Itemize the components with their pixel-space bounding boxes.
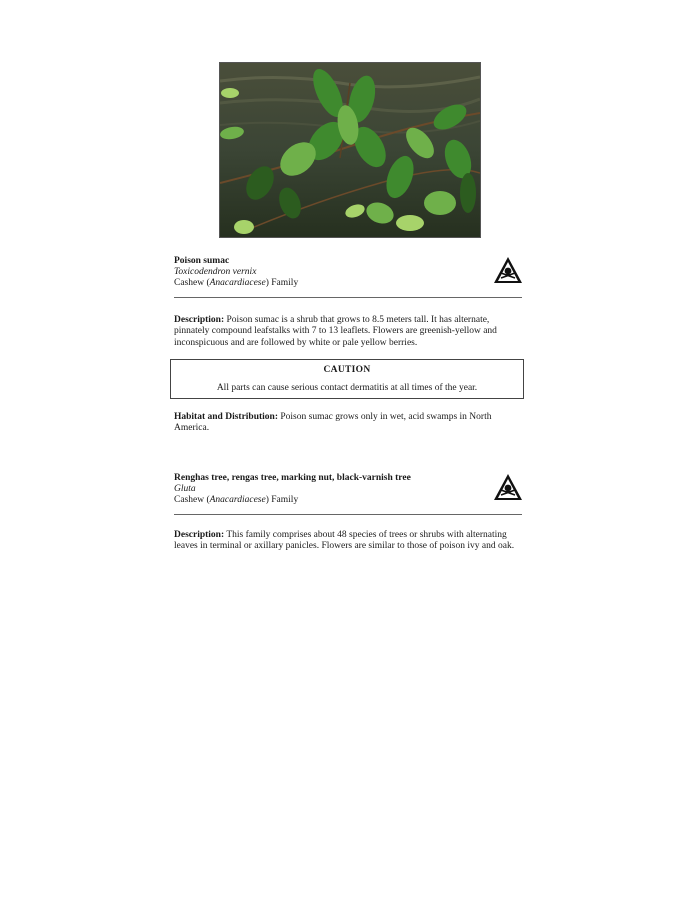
family-italic: Anacardiacese xyxy=(209,278,266,288)
habitat-label: Habitat and Distribution: xyxy=(174,412,278,422)
description-label: Description: xyxy=(174,315,225,325)
divider xyxy=(174,514,522,515)
scientific-name: Gluta xyxy=(174,484,196,494)
plant-title: Renghas tree, rengas tree, marking nut, black-varnish tree xyxy=(174,473,411,483)
description-text: This family comprises about 48 species of trees or shrubs with alternating leaves in terminal or axillary panicles. Flowers are similar to those of poison ivy and oak. xyxy=(174,530,515,552)
entry-header-renghas-tree xyxy=(174,473,522,506)
habitat-text: Poison sumac grows only in wet, acid swamps in North America. xyxy=(174,412,492,434)
poison-sumac-photo xyxy=(219,62,481,238)
poison-warning-icon xyxy=(493,473,523,501)
family-prefix: Cashew ( xyxy=(174,278,210,288)
scientific-name: Toxicodendron vernix xyxy=(174,267,257,277)
family-line xyxy=(174,278,522,289)
entry-header-poison-sumac xyxy=(174,256,522,289)
caution-text: All parts can cause serious contact dermatitis at all times of the year. xyxy=(216,383,478,393)
family-suffix: ) Family xyxy=(265,495,299,505)
family-suffix: ) Family xyxy=(265,278,299,288)
description-label: Description: xyxy=(174,530,225,540)
description-text: Poison sumac is a shrub that grows to 8.5 meters tall. It has alternate, pinnately compound leafstalks with 7 to 13 leaflets. Flowers are greenish-yellow and inconspicuous and are followed by white or pale yellow berries. xyxy=(174,315,497,348)
family-italic: Anacardiacese xyxy=(209,495,266,505)
family-prefix: Cashew ( xyxy=(174,495,210,505)
description-renghas-tree xyxy=(174,530,524,553)
family-line xyxy=(174,495,522,506)
plant-title: Poison sumac xyxy=(174,256,230,266)
caution-box xyxy=(170,359,524,399)
habitat-poison-sumac xyxy=(174,412,524,435)
description-poison-sumac xyxy=(174,315,524,349)
divider xyxy=(174,297,522,298)
poison-warning-icon xyxy=(493,256,523,284)
caution-title: CAUTION xyxy=(323,365,371,375)
